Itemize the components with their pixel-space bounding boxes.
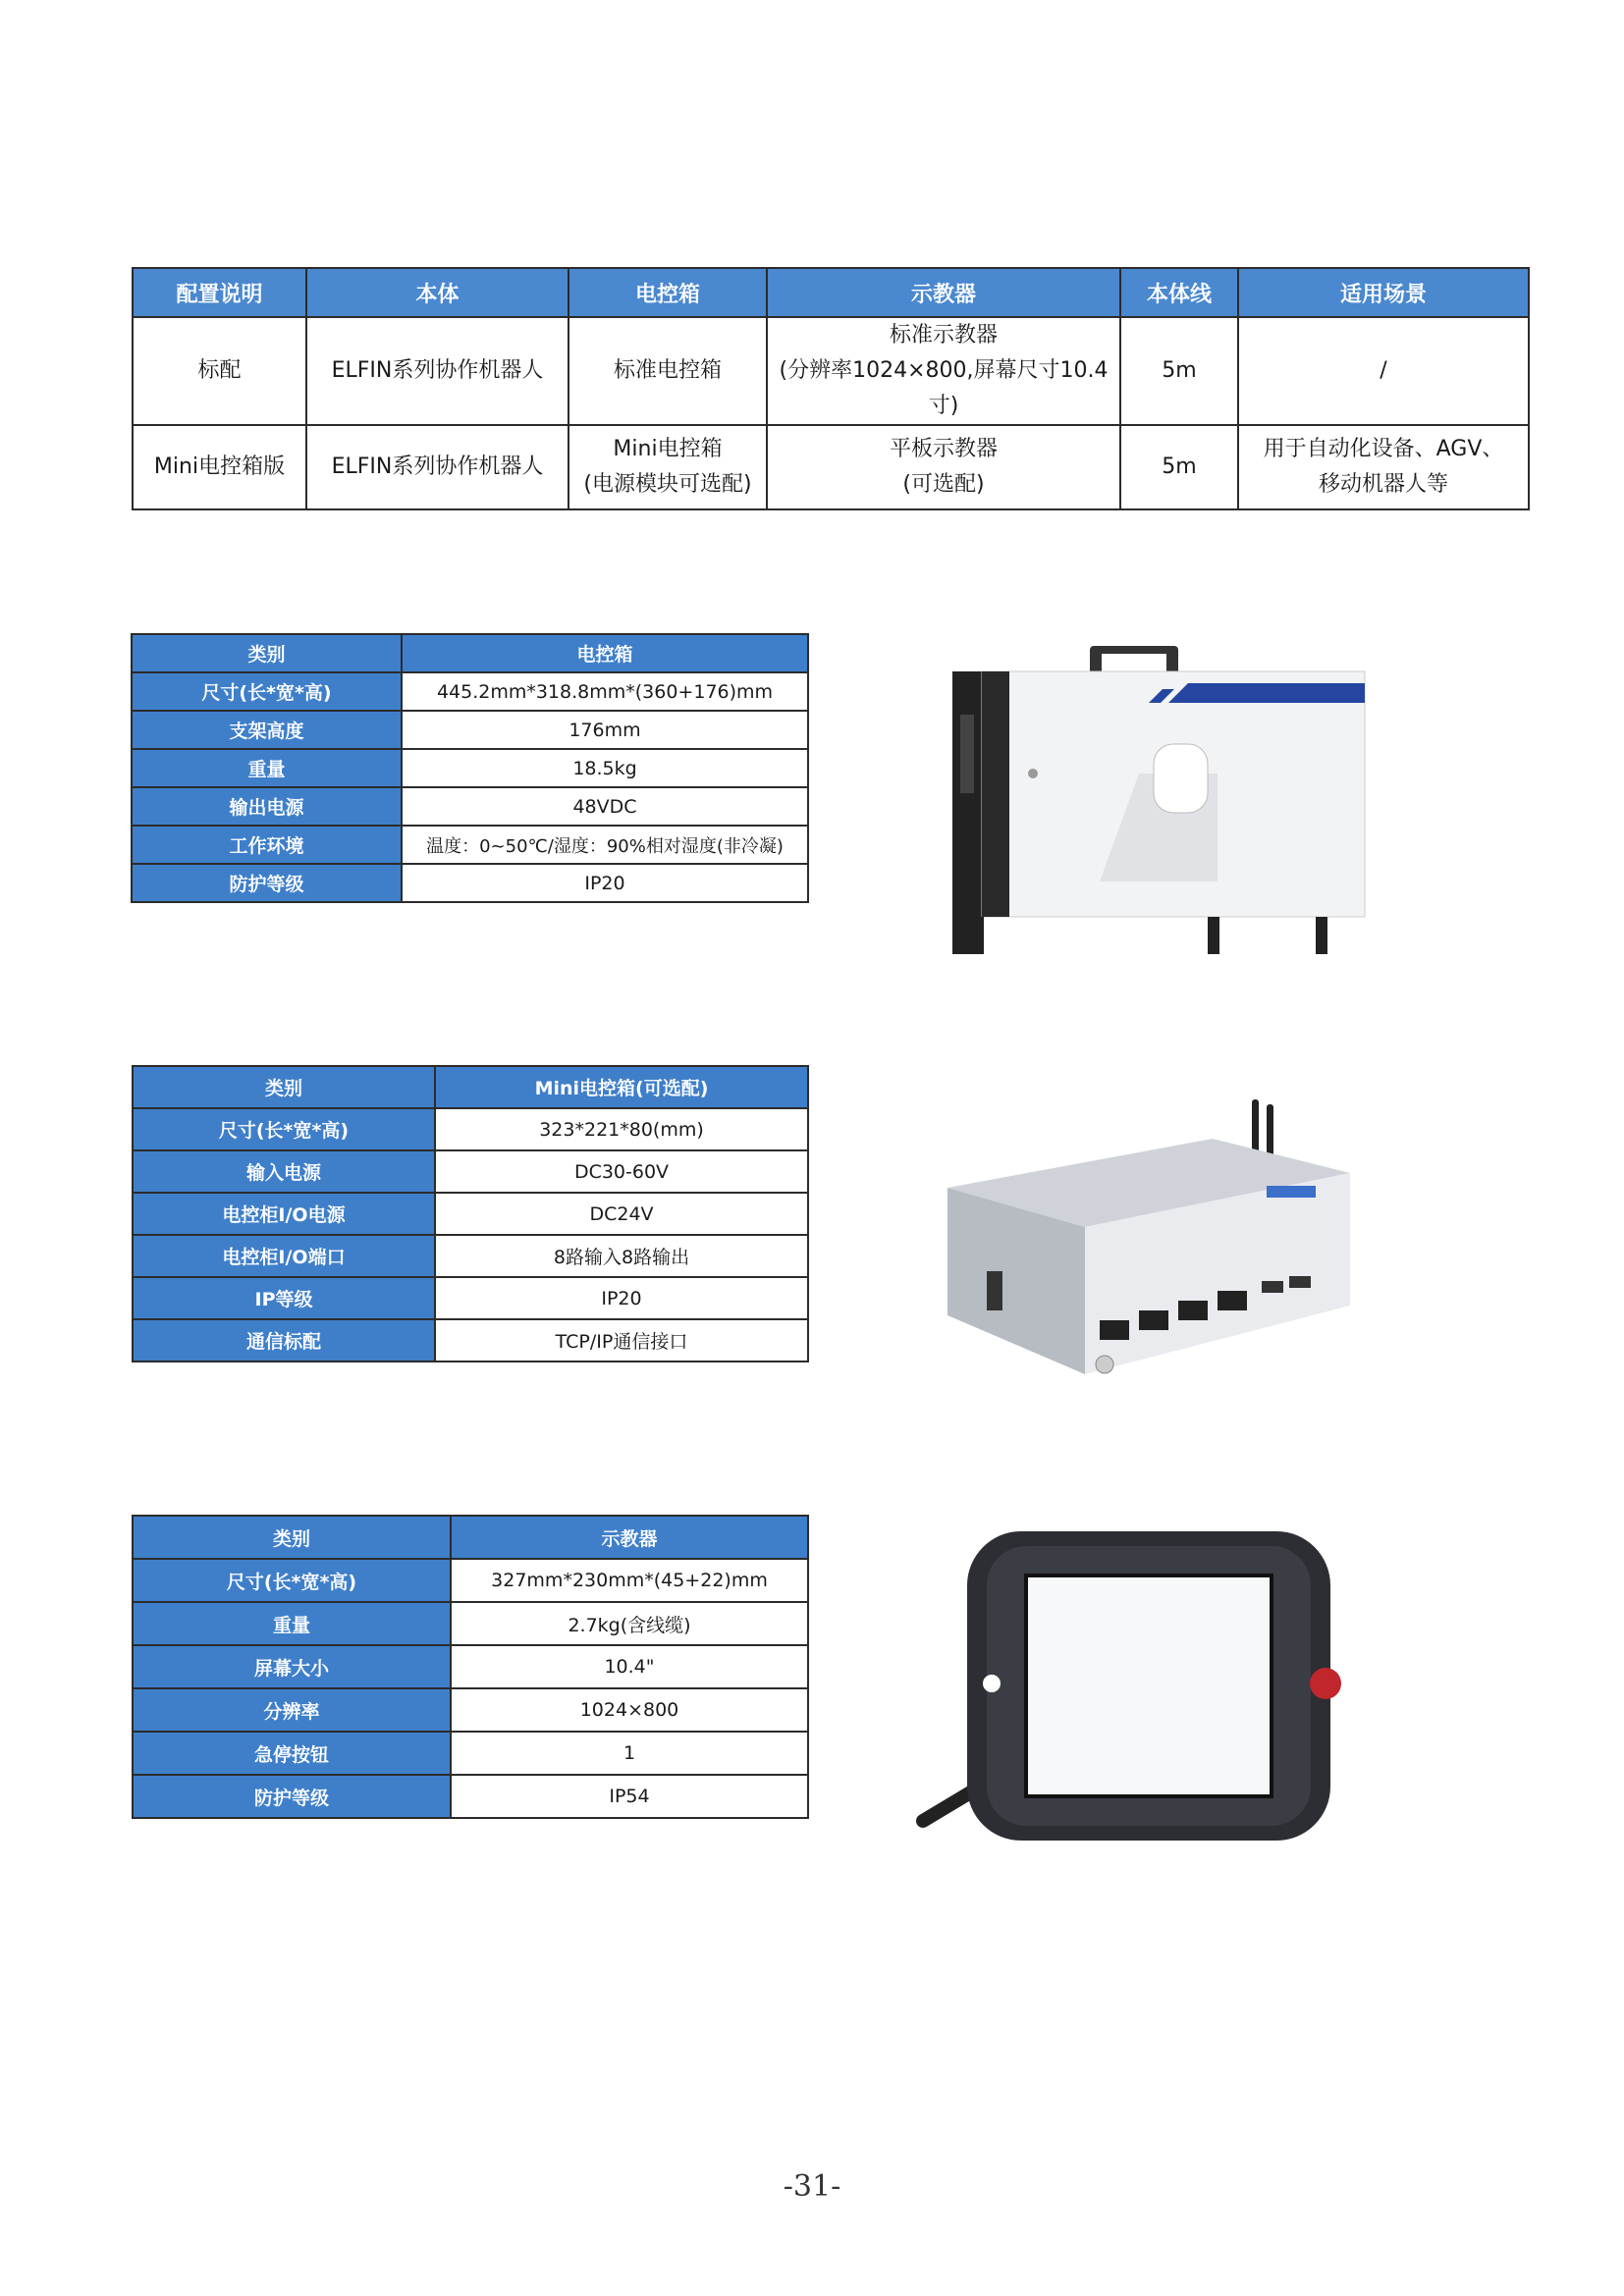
header-body: 本体 bbox=[306, 268, 568, 317]
spec-key: 支架高度 bbox=[132, 711, 402, 749]
spec-value: TCP/IP通信接口 bbox=[435, 1319, 808, 1362]
cell-config: 标配 bbox=[133, 317, 306, 425]
spec-value: 1024×800 bbox=[451, 1688, 808, 1732]
cabinet-spec-table bbox=[131, 633, 809, 903]
cell-pendant bbox=[767, 317, 1120, 425]
table-row bbox=[133, 1193, 808, 1235]
spec-value: 323*221*80(mm) bbox=[435, 1108, 808, 1150]
cell-cabinet bbox=[568, 425, 767, 509]
spec-key: 重量 bbox=[133, 1602, 451, 1645]
spec-value: 176mm bbox=[402, 711, 808, 749]
spec-key: 尺寸(长*宽*高) bbox=[132, 672, 402, 711]
table-row bbox=[133, 1108, 808, 1150]
table-row bbox=[133, 1319, 808, 1362]
spec-value: DC30-60V bbox=[435, 1150, 808, 1193]
table-row bbox=[132, 711, 808, 749]
spec-header-row bbox=[132, 634, 808, 672]
page-number: -31- bbox=[783, 2169, 841, 2204]
spec-header-key: 类别 bbox=[132, 634, 402, 672]
spec-key: 尺寸(长*宽*高) bbox=[133, 1559, 451, 1602]
mini-cabinet-spec-table bbox=[132, 1065, 809, 1362]
table-row bbox=[133, 1150, 808, 1193]
table-row bbox=[132, 826, 808, 864]
spec-key: 电控柜I/O端口 bbox=[133, 1235, 435, 1277]
spec-header-value: 示教器 bbox=[451, 1516, 808, 1559]
spec-header-row bbox=[133, 1066, 808, 1108]
spec-value: DC24V bbox=[435, 1193, 808, 1235]
spec-value: 10.4" bbox=[451, 1645, 808, 1688]
spec-header-row bbox=[133, 1516, 808, 1559]
cell-cabinet: 标准电控箱 bbox=[568, 317, 767, 425]
cell-pendant-line2: (分辨率1024×800,屏幕尺寸10.4寸) bbox=[779, 358, 1109, 418]
spec-key: 工作环境 bbox=[132, 826, 402, 864]
spec-value: 8路输入8路输出 bbox=[435, 1235, 808, 1277]
spec-key: 急停按钮 bbox=[133, 1732, 451, 1775]
table-row bbox=[132, 787, 808, 826]
pendant-spec-table bbox=[132, 1515, 809, 1819]
cell-pendant bbox=[767, 425, 1120, 509]
spec-key: 输入电源 bbox=[133, 1150, 435, 1193]
spec-value: IP54 bbox=[451, 1775, 808, 1818]
spec-key: 重量 bbox=[132, 749, 402, 787]
cell-scene-line1: 用于自动化设备、AGV、 bbox=[1263, 437, 1504, 461]
spec-header-value: 电控箱 bbox=[402, 634, 808, 672]
spec-key: 防护等级 bbox=[132, 864, 402, 902]
table-row bbox=[133, 1732, 808, 1775]
cell-cabinet-line1: Mini电控箱 bbox=[613, 437, 723, 461]
cell-cabinet-line2: (电源模块可选配) bbox=[583, 472, 752, 497]
spec-key: 输出电源 bbox=[132, 787, 402, 826]
spec-value: 温度：0~50℃/湿度：90%相对湿度(非冷凝) bbox=[402, 826, 808, 864]
header-scene: 适用场景 bbox=[1238, 268, 1529, 317]
teach-pendant-image bbox=[913, 1526, 1345, 1850]
spec-key: IP等级 bbox=[133, 1277, 435, 1319]
cell-pendant-line1: 标准示教器 bbox=[889, 323, 998, 347]
table-row bbox=[133, 1277, 808, 1319]
table-row bbox=[133, 1559, 808, 1602]
mini-cabinet-image bbox=[928, 1080, 1399, 1394]
spec-value: 48VDC bbox=[402, 787, 808, 826]
cell-cable: 5m bbox=[1120, 317, 1238, 425]
table-row bbox=[133, 1688, 808, 1732]
table-row bbox=[133, 1602, 808, 1645]
spec-key: 防护等级 bbox=[133, 1775, 451, 1818]
spec-key: 屏幕大小 bbox=[133, 1645, 451, 1688]
spec-value: 2.7kg(含线缆) bbox=[451, 1602, 808, 1645]
header-cabinet: 电控箱 bbox=[568, 268, 767, 317]
cell-cable: 5m bbox=[1120, 425, 1238, 509]
spec-header-value: Mini电控箱(可选配) bbox=[435, 1066, 808, 1108]
table-row bbox=[133, 1645, 808, 1688]
header-pendant: 示教器 bbox=[767, 268, 1120, 317]
spec-value: 327mm*230mm*(45+22)mm bbox=[451, 1559, 808, 1602]
spec-value: IP20 bbox=[402, 864, 808, 902]
spec-header-key: 类别 bbox=[133, 1066, 435, 1108]
cell-scene: / bbox=[1238, 317, 1529, 425]
table-row bbox=[132, 864, 808, 902]
table-row bbox=[133, 1775, 808, 1818]
spec-key: 电控柜I/O电源 bbox=[133, 1193, 435, 1235]
spec-key: 分辨率 bbox=[133, 1688, 451, 1732]
spec-value: 1 bbox=[451, 1732, 808, 1775]
control-cabinet-image bbox=[943, 636, 1394, 955]
configuration-table bbox=[132, 267, 1530, 510]
header-config: 配置说明 bbox=[133, 268, 306, 317]
cell-scene-line2: 移动机器人等 bbox=[1318, 472, 1448, 497]
spec-value: 18.5kg bbox=[402, 749, 808, 787]
cell-body: ELFIN系列协作机器人 bbox=[306, 425, 568, 509]
cell-scene bbox=[1238, 425, 1529, 509]
cell-pendant-line1: 平板示教器 bbox=[889, 437, 998, 461]
config-header-row bbox=[133, 268, 1529, 317]
header-cable: 本体线 bbox=[1120, 268, 1238, 317]
cell-pendant-line2: (可选配) bbox=[902, 472, 985, 497]
cell-body: ELFIN系列协作机器人 bbox=[306, 317, 568, 425]
spec-header-key: 类别 bbox=[133, 1516, 451, 1559]
spec-key: 尺寸(长*宽*高) bbox=[133, 1108, 435, 1150]
spec-value: 445.2mm*318.8mm*(360+176)mm bbox=[402, 672, 808, 711]
spec-value: IP20 bbox=[435, 1277, 808, 1319]
spec-key: 通信标配 bbox=[133, 1319, 435, 1362]
table-row bbox=[133, 317, 1529, 425]
cell-config: Mini电控箱版 bbox=[133, 425, 306, 509]
table-row bbox=[133, 1235, 808, 1277]
table-row bbox=[133, 425, 1529, 509]
table-row bbox=[132, 749, 808, 787]
table-row bbox=[132, 672, 808, 711]
